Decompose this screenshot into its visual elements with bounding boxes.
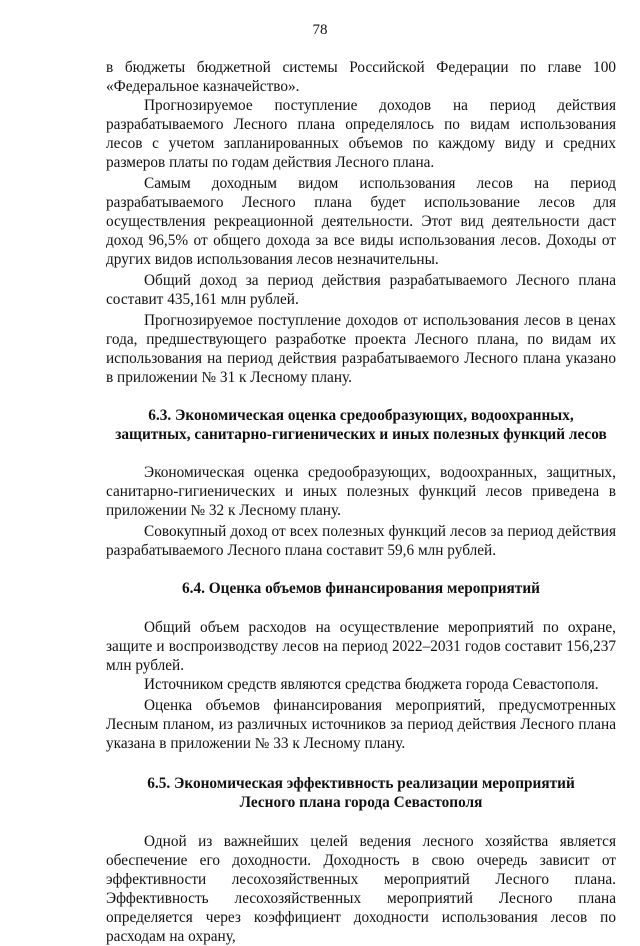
- document-body: [106, 58, 616, 946]
- paragraph-funding-appendix-33: Оценка объемов финансирования мероприятий, предусмотренных Лесным планом, из различных источников за период действия Лесного плана указана в приложении № 33 к Лесному плану.: [106, 697, 616, 752]
- paragraph-income-appendix-31: Прогнозируемое поступление доходов от использования лесов в ценах года, предшествующего разработке проекта Лесного плана, по видам их использования на период действия разрабатываемого Лесного плана указано в приложении № 31 к Лесному плану.: [106, 312, 616, 386]
- paragraph-total-income: Общий доход за период действия разрабатываемого Лесного плана составит 435,161 млн рублей.: [106, 272, 616, 308]
- section-heading-6-3: [106, 406, 616, 444]
- page-number: 78: [312, 22, 328, 38]
- paragraph-total-expenses: Общий объем расходов на осуществление мероприятий по охране, защите и воспроизводству лесов на период 2022–2031 годов составит 156,237 млн рублей.: [106, 619, 616, 674]
- paragraph-useful-functions-appendix-32: Экономическая оценка средообразующих, водоохранных, защитных, санитарно-гигиенических и иных полезных функций лесов приведена в приложении № 32 к Лесному плану.: [106, 464, 616, 519]
- paragraph-most-profitable-use: Самым доходным видом использования лесов на период разрабатываемого Лесного плана будет использование лесов для осуществления рекреационной деятельности. Этот вид деятельности даст доход 96,5% от общего дохода за все виды использования лесов. Доходы от других видов использования лесов незначительны.: [106, 175, 616, 268]
- section-heading-6-3-line-2: защитных, санитарно-гигиенических и иных полезных функций лесов: [115, 426, 607, 443]
- paragraph-funding-source: Источником средств являются средства бюджета города Севастополя.: [144, 676, 599, 693]
- section-heading-6-5-line-1: 6.5. Экономическая эффективность реализации мероприятий: [147, 775, 575, 792]
- paragraph-forecast-income: Прогнозируемое поступление доходов на период действия разрабатываемого Лесного плана определялось по видам использования лесов с учетом запланированных объемов по каждому виду и средних размеров платы по годам действия Лесного плана.: [106, 97, 616, 171]
- section-heading-6-5: [106, 774, 616, 812]
- section-heading-6-4-line-1: 6.4. Оценка объемов финансирования мероприятий: [182, 580, 540, 597]
- section-heading-6-3-line-1: 6.3. Экономическая оценка средообразующих, водоохранных,: [148, 407, 574, 424]
- section-heading-6-4: [106, 579, 616, 598]
- paragraph-useful-functions-income: Совокупный доход от всех полезных функций лесов за период действия разрабатываемого Лесного плана составит 59,6 млн рублей.: [106, 523, 616, 559]
- paragraph-budget-continuation: в бюджеты бюджетной системы Российской Федерации по главе 100 «Федеральное казначейство».: [106, 59, 616, 95]
- section-heading-6-5-line-2: Лесного плана города Севастополя: [239, 794, 483, 811]
- paragraph-profitability: Одной из важнейших целей ведения лесного хозяйства является обеспечение его доходности. Доходность в свою очередь зависит от эффективности лесохозяйственных мероприятий Лесного плана. Эффективность лесохозяйственных мероприятий Лесного плана определяется через коэффициент доходности использования лесов по расходам на охрану,: [106, 833, 616, 945]
